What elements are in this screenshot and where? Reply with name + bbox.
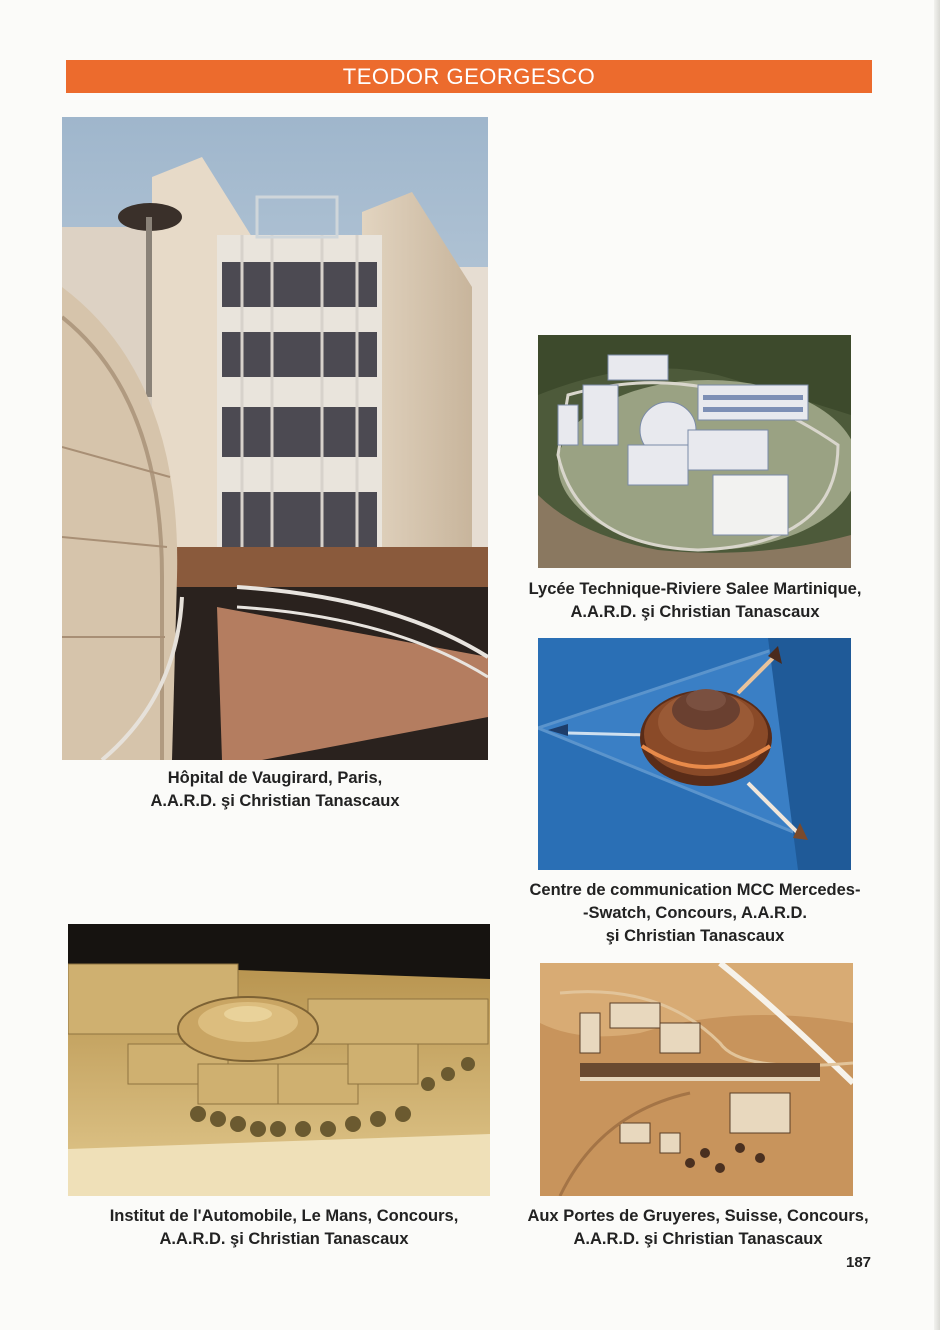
caption-line: şi Christian Tanascaux — [605, 927, 785, 945]
photo-institut-automobile — [68, 924, 490, 1196]
caption-line: A.A.R.D. şi Christian Tanascaux — [570, 603, 820, 621]
caption-line: -Swatch, Concours, A.A.R.D. — [583, 904, 807, 922]
page-number: 187 — [846, 1254, 872, 1271]
photo-hopital-vaugirard — [62, 117, 488, 760]
caption-line: A.A.R.D. şi Christian Tanascaux — [159, 1230, 409, 1248]
caption-institut-automobile — [62, 1205, 506, 1251]
caption-hopital-vaugirard — [62, 767, 488, 813]
photo-lycee-martinique — [538, 335, 851, 568]
author-title: TEODOR GEORGESCO — [342, 64, 596, 89]
caption-line: A.A.R.D. şi Christian Tanascaux — [573, 1230, 823, 1248]
header-bar — [66, 60, 872, 93]
photo-mcc-mercedes-swatch — [538, 638, 851, 870]
caption-line: A.A.R.D. şi Christian Tanascaux — [150, 792, 400, 810]
caption-lycee-martinique — [506, 578, 884, 624]
photo-portes-gruyeres — [540, 963, 853, 1196]
page-edge-shadow — [934, 0, 940, 1330]
caption-mcc-mercedes-swatch — [506, 879, 884, 948]
caption-line: Hôpital de Vaugirard, Paris, — [167, 769, 383, 787]
caption-line: Aux Portes de Gruyeres, Suisse, Concours, — [527, 1207, 869, 1225]
caption-portes-gruyeres — [506, 1205, 890, 1251]
caption-line: Lycée Technique-Riviere Salee Martinique, — [528, 580, 862, 598]
caption-line: Centre de communication MCC Mercedes- — [529, 881, 861, 899]
caption-line: Institut de l'Automobile, Le Mans, Concours, — [109, 1207, 459, 1225]
